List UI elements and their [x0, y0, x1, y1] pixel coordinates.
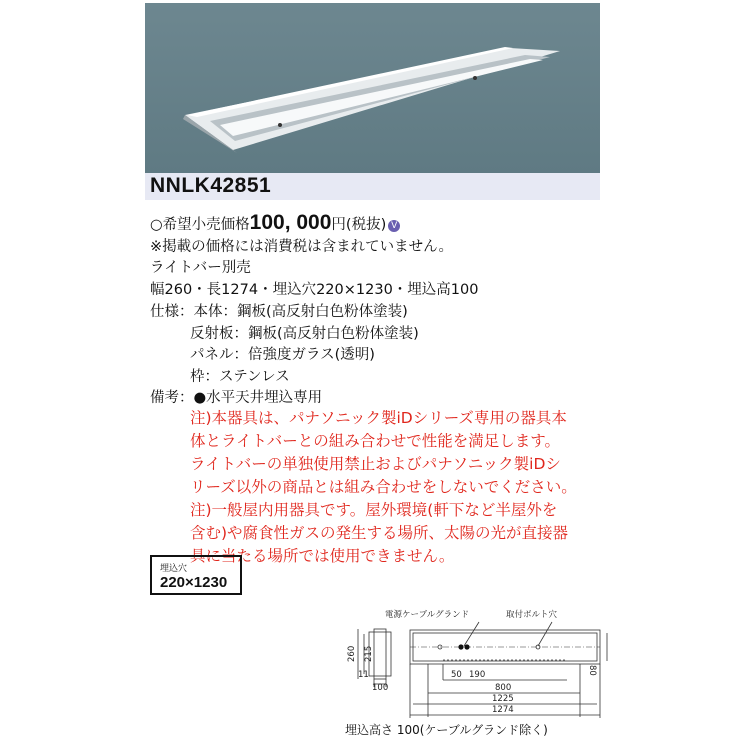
note-line: リーズ以外の商品とは組み合わせをしないでください。 [190, 478, 577, 496]
dim-1274: 1274 [492, 705, 514, 715]
price-amount: 100, 000 [249, 211, 332, 234]
remarks: 備考：●水平天井埋込専用 [150, 390, 323, 406]
embed-height-note: 埋込高さ 100(ケーブルグランド除く) [345, 723, 548, 737]
cutout-box [150, 555, 242, 595]
note-line: 含む)や腐食性ガスの発生する場所、太陽の光が直接器 [190, 524, 569, 542]
label-bolt-hole: 取付ボルト穴 [506, 610, 558, 620]
cutout-title: 埋込穴 [160, 564, 188, 574]
dimensions: 幅260・長1274・埋込穴220×1230・埋込高100 [150, 282, 479, 298]
cutout-value: 220×1230 [160, 574, 228, 591]
product-photo [145, 3, 600, 173]
tax-note: ※掲載の価格には消費税は含まれていません。 [150, 239, 454, 255]
dim-50: 50 [451, 670, 462, 680]
spec-body: 仕様：本体：鋼板(高反射白色粉体塗装) [150, 304, 408, 320]
dim-260: 260 [347, 645, 357, 662]
dim-215: 215 [364, 645, 374, 662]
luminaire-image [145, 3, 600, 173]
price-prefix: ○希望小売価格 [150, 217, 250, 233]
spec-frame: 枠：ステンレス [190, 369, 290, 385]
price-line [150, 211, 400, 234]
note-line: 注)一般屋内用器具です。屋外環境(軒下など半屋外を [190, 501, 558, 519]
spec-panel: パネル：倍強度ガラス(透明) [190, 347, 375, 363]
price-suffix: 円(税抜) [331, 217, 387, 233]
note-line: 注)本器具は、パナソニック製iDシリーズ専用の器具本 [190, 409, 567, 427]
dim-190: 190 [469, 670, 486, 680]
note-line: 体とライトバーとの組み合わせで性能を満足します。 [190, 432, 560, 450]
model-number: NNLK42851 [150, 174, 272, 197]
note-line: 具に当たる場所では使用できません。 [190, 547, 455, 565]
dim-100: 100 [372, 683, 389, 693]
dim-80: 80 [587, 665, 597, 676]
dim-800: 800 [495, 683, 512, 693]
label-cable-gland: 電源ケーブルグランド [385, 610, 470, 620]
lightbar-note: ライトバー別売 [150, 260, 251, 276]
v-mark-icon: V [388, 220, 400, 232]
note-line: ライトバーの単独使用禁止およびパナソニック製iDシ [190, 455, 561, 473]
spec-reflector: 反射板：鋼板(高反射白色粉体塗装) [190, 326, 419, 342]
dim-11: 11 [358, 670, 369, 680]
dim-1225: 1225 [492, 694, 514, 704]
